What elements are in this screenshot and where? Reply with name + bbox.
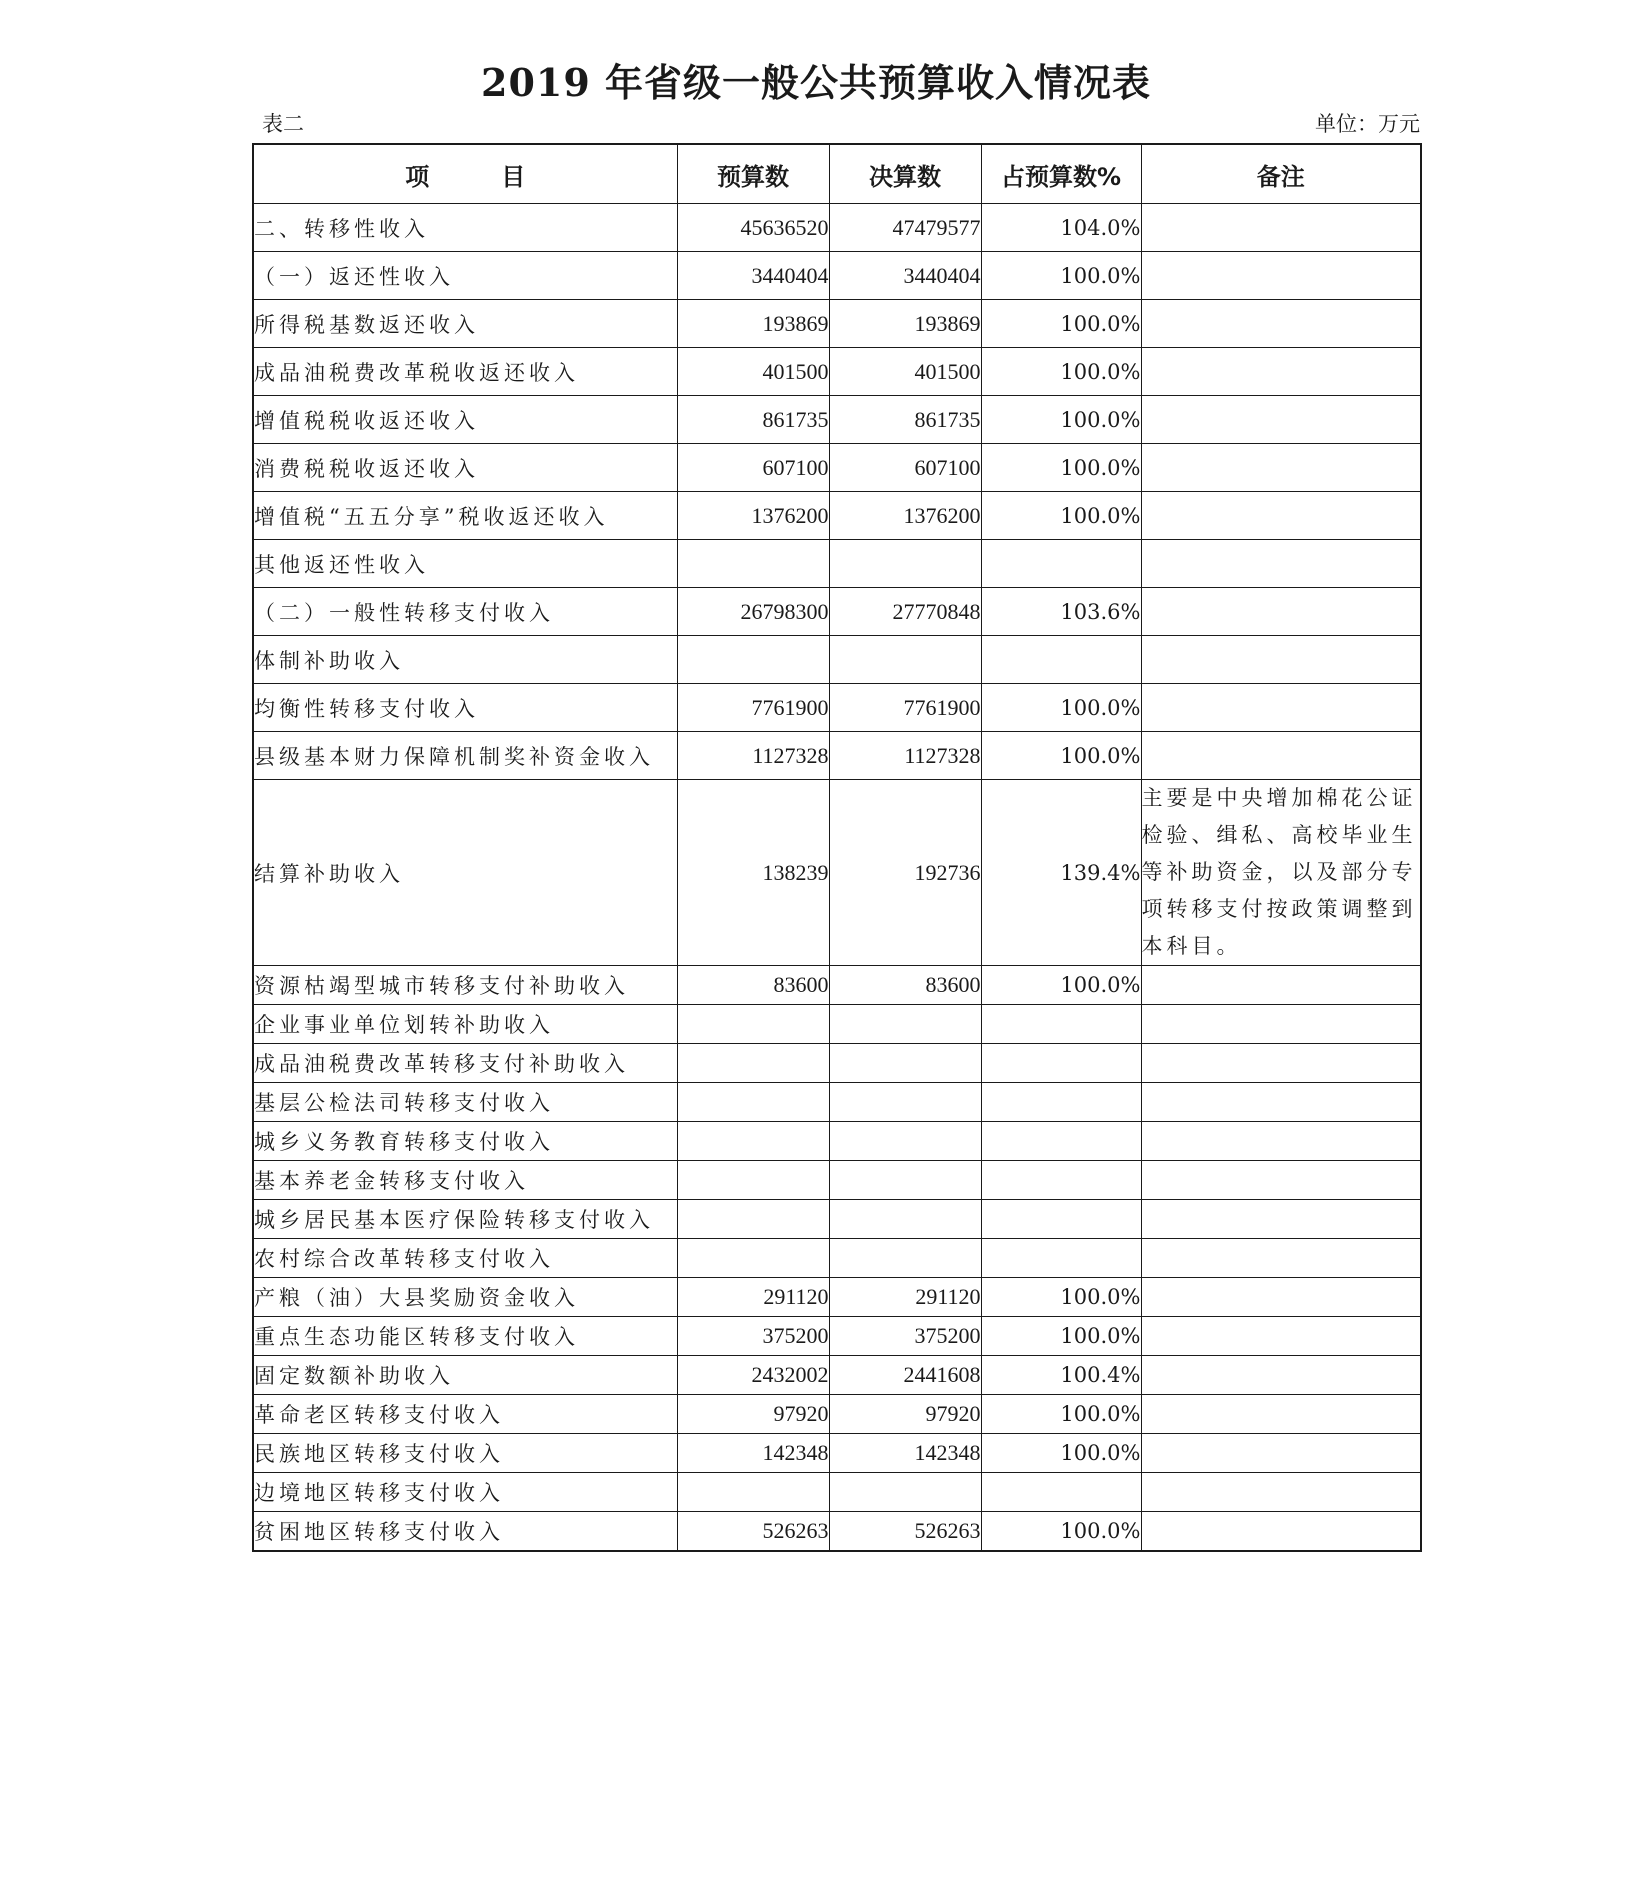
row-note-cell xyxy=(1141,444,1421,492)
column-header-budget: 预算数 xyxy=(677,144,829,204)
row-budget-cell xyxy=(677,1044,829,1083)
table-row xyxy=(253,588,1421,636)
row-budget-cell xyxy=(677,1005,829,1044)
table-row xyxy=(253,1395,1421,1434)
row-note-cell xyxy=(1141,636,1421,684)
row-note-cell xyxy=(1141,966,1421,1005)
row-final-cell: 142348 xyxy=(829,1434,981,1473)
row-item-cell: 其他返还性收入 xyxy=(253,540,677,588)
row-ratio-cell: 100.0% xyxy=(981,684,1141,732)
row-item-cell: 结算补助收入 xyxy=(253,780,677,966)
table-number: 表二 xyxy=(262,112,304,136)
row-budget-cell: 2432002 xyxy=(677,1356,829,1395)
row-ratio-cell: 104.0% xyxy=(981,204,1141,252)
row-ratio-cell xyxy=(981,540,1141,588)
row-budget-cell: 138239 xyxy=(677,780,829,966)
row-final-cell: 97920 xyxy=(829,1395,981,1434)
row-final-cell xyxy=(829,1122,981,1161)
row-ratio-cell: 100.0% xyxy=(981,396,1141,444)
row-budget-cell: 83600 xyxy=(677,966,829,1005)
table-row xyxy=(253,252,1421,300)
row-budget-cell xyxy=(677,1239,829,1278)
row-final-cell xyxy=(829,1044,981,1083)
table-row xyxy=(253,1239,1421,1278)
row-note-cell xyxy=(1141,1005,1421,1044)
table-body xyxy=(253,204,1421,1552)
row-final-cell xyxy=(829,1200,981,1239)
row-note-cell xyxy=(1141,1473,1421,1512)
row-final-cell: 1127328 xyxy=(829,732,981,780)
row-item-cell: 贫困地区转移支付收入 xyxy=(253,1512,677,1552)
row-final-cell: 291120 xyxy=(829,1278,981,1317)
table-row xyxy=(253,492,1421,540)
column-header-note: 备注 xyxy=(1141,144,1421,204)
row-budget-cell: 193869 xyxy=(677,300,829,348)
row-final-cell: 861735 xyxy=(829,396,981,444)
row-final-cell xyxy=(829,1473,981,1512)
row-ratio-cell: 100.0% xyxy=(981,732,1141,780)
table-row xyxy=(253,1434,1421,1473)
row-final-cell: 401500 xyxy=(829,348,981,396)
row-item-cell: 成品油税费改革转移支付补助收入 xyxy=(253,1044,677,1083)
table-row xyxy=(253,1317,1421,1356)
row-ratio-cell xyxy=(981,1005,1141,1044)
row-ratio-cell: 103.6% xyxy=(981,588,1141,636)
row-ratio-cell xyxy=(981,1044,1141,1083)
row-ratio-cell xyxy=(981,636,1141,684)
table-row xyxy=(253,780,1421,966)
row-note-cell xyxy=(1141,732,1421,780)
row-note-cell xyxy=(1141,492,1421,540)
table-row xyxy=(253,348,1421,396)
unit-label: 单位：万元 xyxy=(1315,112,1420,136)
row-item-cell: 均衡性转移支付收入 xyxy=(253,684,677,732)
table-row xyxy=(253,444,1421,492)
row-ratio-cell: 100.0% xyxy=(981,1512,1141,1552)
row-budget-cell: 1376200 xyxy=(677,492,829,540)
row-note-cell xyxy=(1141,1239,1421,1278)
row-note-cell xyxy=(1141,396,1421,444)
row-budget-cell xyxy=(677,636,829,684)
table-row xyxy=(253,732,1421,780)
row-ratio-cell: 100.0% xyxy=(981,1434,1141,1473)
row-ratio-cell xyxy=(981,1122,1141,1161)
row-final-cell xyxy=(829,1161,981,1200)
row-final-cell xyxy=(829,1083,981,1122)
table-row xyxy=(253,1356,1421,1395)
row-note-cell xyxy=(1141,1395,1421,1434)
row-ratio-cell: 100.0% xyxy=(981,1317,1141,1356)
row-final-cell: 375200 xyxy=(829,1317,981,1356)
table-row xyxy=(253,540,1421,588)
row-ratio-cell xyxy=(981,1473,1141,1512)
row-note-cell xyxy=(1141,684,1421,732)
row-budget-cell: 607100 xyxy=(677,444,829,492)
table-row xyxy=(253,1278,1421,1317)
row-note-cell: 主要是中央增加棉花公证检验、缉私、高校毕业生等补助资金，以及部分专项转移支付按政策调整到本科目。 xyxy=(1141,780,1421,966)
row-final-cell: 27770848 xyxy=(829,588,981,636)
row-budget-cell: 401500 xyxy=(677,348,829,396)
row-ratio-cell xyxy=(981,1239,1141,1278)
row-item-cell: 所得税基数返还收入 xyxy=(253,300,677,348)
row-ratio-cell xyxy=(981,1161,1141,1200)
row-budget-cell xyxy=(677,540,829,588)
row-note-cell xyxy=(1141,300,1421,348)
budget-table xyxy=(252,143,1422,1552)
row-item-cell: 成品油税费改革税收返还收入 xyxy=(253,348,677,396)
row-item-cell: 基层公检法司转移支付收入 xyxy=(253,1083,677,1122)
row-item-cell: 革命老区转移支付收入 xyxy=(253,1395,677,1434)
column-header-final: 决算数 xyxy=(829,144,981,204)
row-note-cell xyxy=(1141,1356,1421,1395)
row-final-cell: 2441608 xyxy=(829,1356,981,1395)
row-final-cell xyxy=(829,1239,981,1278)
row-item-cell: 二、转移性收入 xyxy=(253,204,677,252)
row-item-cell: 固定数额补助收入 xyxy=(253,1356,677,1395)
row-final-cell: 83600 xyxy=(829,966,981,1005)
table-row xyxy=(253,1005,1421,1044)
row-budget-cell: 526263 xyxy=(677,1512,829,1552)
row-final-cell: 607100 xyxy=(829,444,981,492)
row-final-cell: 3440404 xyxy=(829,252,981,300)
row-final-cell: 193869 xyxy=(829,300,981,348)
row-item-cell: 城乡义务教育转移支付收入 xyxy=(253,1122,677,1161)
row-final-cell: 47479577 xyxy=(829,204,981,252)
row-ratio-cell: 100.4% xyxy=(981,1356,1141,1395)
row-note-cell xyxy=(1141,348,1421,396)
row-item-cell: 体制补助收入 xyxy=(253,636,677,684)
row-ratio-cell: 100.0% xyxy=(981,1395,1141,1434)
row-item-cell: 边境地区转移支付收入 xyxy=(253,1473,677,1512)
row-ratio-cell xyxy=(981,1200,1141,1239)
row-item-cell: 重点生态功能区转移支付收入 xyxy=(253,1317,677,1356)
row-budget-cell xyxy=(677,1473,829,1512)
row-ratio-cell: 100.0% xyxy=(981,966,1141,1005)
row-note-cell xyxy=(1141,1278,1421,1317)
row-item-cell: （一）返还性收入 xyxy=(253,252,677,300)
row-budget-cell xyxy=(677,1083,829,1122)
table-row xyxy=(253,1473,1421,1512)
row-final-cell xyxy=(829,540,981,588)
column-header-item: 项 目 xyxy=(253,144,677,204)
row-final-cell: 1376200 xyxy=(829,492,981,540)
column-header-ratio: 占预算数% xyxy=(981,144,1141,204)
row-item-cell: 民族地区转移支付收入 xyxy=(253,1434,677,1473)
row-item-cell: 农村综合改革转移支付收入 xyxy=(253,1239,677,1278)
row-note-cell xyxy=(1141,252,1421,300)
table-row xyxy=(253,1083,1421,1122)
table-row xyxy=(253,684,1421,732)
row-note-cell xyxy=(1141,588,1421,636)
table-row xyxy=(253,204,1421,252)
row-ratio-cell: 100.0% xyxy=(981,444,1141,492)
row-item-cell: 产粮（油）大县奖励资金收入 xyxy=(253,1278,677,1317)
row-budget-cell: 142348 xyxy=(677,1434,829,1473)
row-final-cell: 526263 xyxy=(829,1512,981,1552)
row-note-cell xyxy=(1141,1122,1421,1161)
row-item-cell: 消费税税收返还收入 xyxy=(253,444,677,492)
row-item-cell: 增值税税收返还收入 xyxy=(253,396,677,444)
row-note-cell xyxy=(1141,1083,1421,1122)
row-budget-cell: 861735 xyxy=(677,396,829,444)
row-note-cell xyxy=(1141,1044,1421,1083)
row-note-cell xyxy=(1141,1434,1421,1473)
row-budget-cell: 7761900 xyxy=(677,684,829,732)
row-item-cell: 城乡居民基本医疗保险转移支付收入 xyxy=(253,1200,677,1239)
table-row xyxy=(253,1044,1421,1083)
row-budget-cell: 3440404 xyxy=(677,252,829,300)
row-note-cell xyxy=(1141,540,1421,588)
row-final-cell: 7761900 xyxy=(829,684,981,732)
row-item-cell: 基本养老金转移支付收入 xyxy=(253,1161,677,1200)
row-budget-cell: 26798300 xyxy=(677,588,829,636)
row-final-cell xyxy=(829,1005,981,1044)
row-ratio-cell: 100.0% xyxy=(981,1278,1141,1317)
table-row xyxy=(253,300,1421,348)
table-row xyxy=(253,966,1421,1005)
row-budget-cell: 375200 xyxy=(677,1317,829,1356)
row-note-cell xyxy=(1141,1512,1421,1552)
row-final-cell: 192736 xyxy=(829,780,981,966)
row-ratio-cell: 139.4% xyxy=(981,780,1141,966)
row-ratio-cell: 100.0% xyxy=(981,492,1141,540)
row-ratio-cell: 100.0% xyxy=(981,348,1141,396)
row-note-cell xyxy=(1141,1317,1421,1356)
row-ratio-cell xyxy=(981,1083,1141,1122)
row-budget-cell xyxy=(677,1161,829,1200)
table-row xyxy=(253,1122,1421,1161)
table-row xyxy=(253,1161,1421,1200)
table-row xyxy=(253,1512,1421,1552)
page-title: 2019 年省级一般公共预算收入情况表 xyxy=(481,60,1151,105)
row-note-cell xyxy=(1141,204,1421,252)
row-budget-cell: 1127328 xyxy=(677,732,829,780)
row-note-cell xyxy=(1141,1161,1421,1200)
row-budget-cell: 291120 xyxy=(677,1278,829,1317)
row-final-cell xyxy=(829,636,981,684)
row-item-cell: 资源枯竭型城市转移支付补助收入 xyxy=(253,966,677,1005)
table-header-row xyxy=(253,144,1421,204)
table-row xyxy=(253,1200,1421,1239)
table-row xyxy=(253,636,1421,684)
row-item-cell: （二）一般性转移支付收入 xyxy=(253,588,677,636)
row-item-cell: 县级基本财力保障机制奖补资金收入 xyxy=(253,732,677,780)
row-budget-cell: 45636520 xyxy=(677,204,829,252)
row-item-cell: 增值税“五五分享”税收返还收入 xyxy=(253,492,677,540)
table-row xyxy=(253,396,1421,444)
row-ratio-cell: 100.0% xyxy=(981,252,1141,300)
row-budget-cell xyxy=(677,1122,829,1161)
row-note-cell xyxy=(1141,1200,1421,1239)
row-item-cell: 企业事业单位划转补助收入 xyxy=(253,1005,677,1044)
row-ratio-cell: 100.0% xyxy=(981,300,1141,348)
row-budget-cell xyxy=(677,1200,829,1239)
row-budget-cell: 97920 xyxy=(677,1395,829,1434)
